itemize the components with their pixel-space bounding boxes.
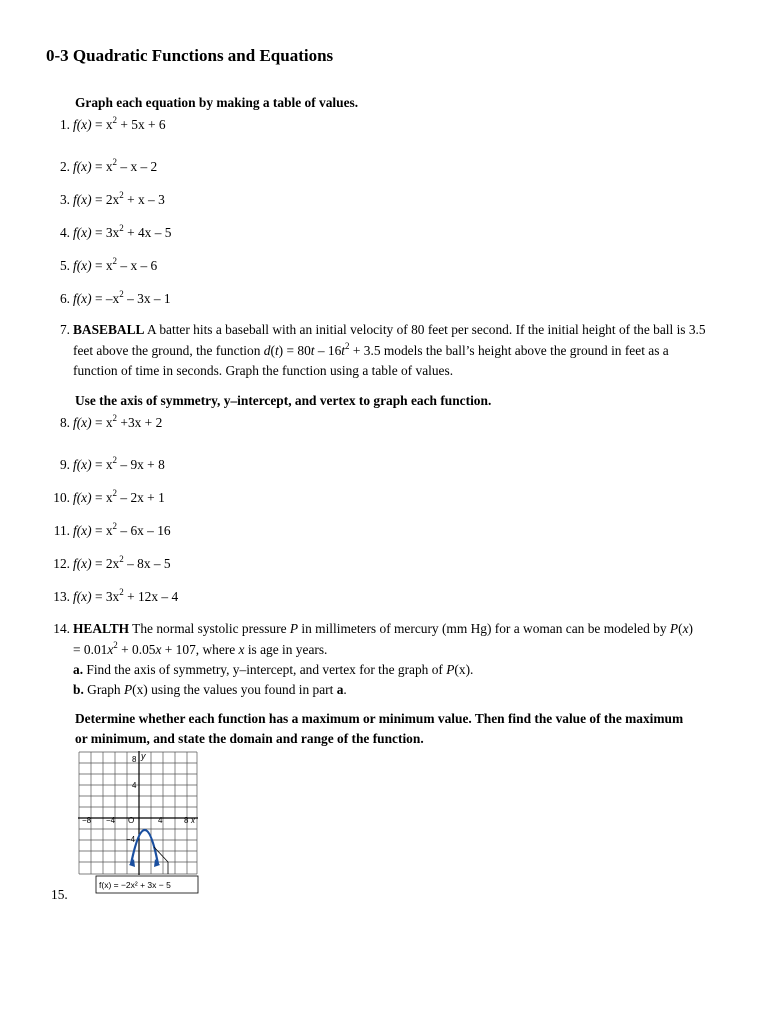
y-axis-label: y — [141, 751, 146, 761]
problem-7-line-3: function of time in seconds. Graph the function using a table of values. — [73, 363, 454, 378]
problem-label: BASEBALL — [73, 322, 145, 337]
section-instruction-2: Use the axis of symmetry, y–intercept, and vertex to graph each function. — [75, 393, 492, 408]
function-name: f(x) — [73, 117, 92, 132]
problem-14-line-2: = $0.01x^2 + 0.05x + 107$, where x is age in years. — [73, 640, 328, 657]
tick-label-xneg8: −8 — [82, 816, 92, 825]
tick-label-xneg4: −4 — [106, 816, 116, 825]
tick-label-y4: 4 — [132, 781, 137, 790]
problem-14-part-b: b. Graph P(x) using the values you found in part a. — [73, 682, 347, 697]
section-instruction-3: Determine whether each function has a maximum or minimum value. Then find the value of the maximum — [75, 711, 684, 726]
coordinate-grid — [76, 750, 202, 898]
tick-label-x8: 8 — [184, 816, 189, 825]
section-instruction-1: Graph each equation by making a table of values. — [75, 95, 359, 110]
x-axis-label: x — [191, 816, 195, 825]
tick-label-x4: 4 — [158, 816, 163, 825]
tick-label-yneg4: −4 — [126, 835, 136, 844]
origin-label: O — [128, 816, 135, 825]
section-instruction-3-line-2: or minimum, and state the domain and range of the function. — [75, 731, 424, 746]
problem-14-part-a: a. Find the axis of symmetry, y–intercept, and vertex for the graph of P(x). — [73, 662, 474, 677]
problem-15-graph — [76, 750, 202, 903]
problem-label: HEALTH — [73, 621, 130, 636]
tick-label-y8: 8 — [132, 755, 137, 764]
problem-7-line-2: feet above the ground, the function $d(t) = 80t - 16t^2 + 3.5$ models the ball’s height above the ground in feet as a — [73, 341, 669, 358]
function-label: f(x) = −2x² + 3x − 5 — [99, 880, 171, 890]
problem-15-number: 15. — [51, 887, 68, 902]
page-title: 0-3 Quadratic Functions and Equations — [46, 46, 334, 65]
problem-number: 1. — [59, 117, 70, 132]
